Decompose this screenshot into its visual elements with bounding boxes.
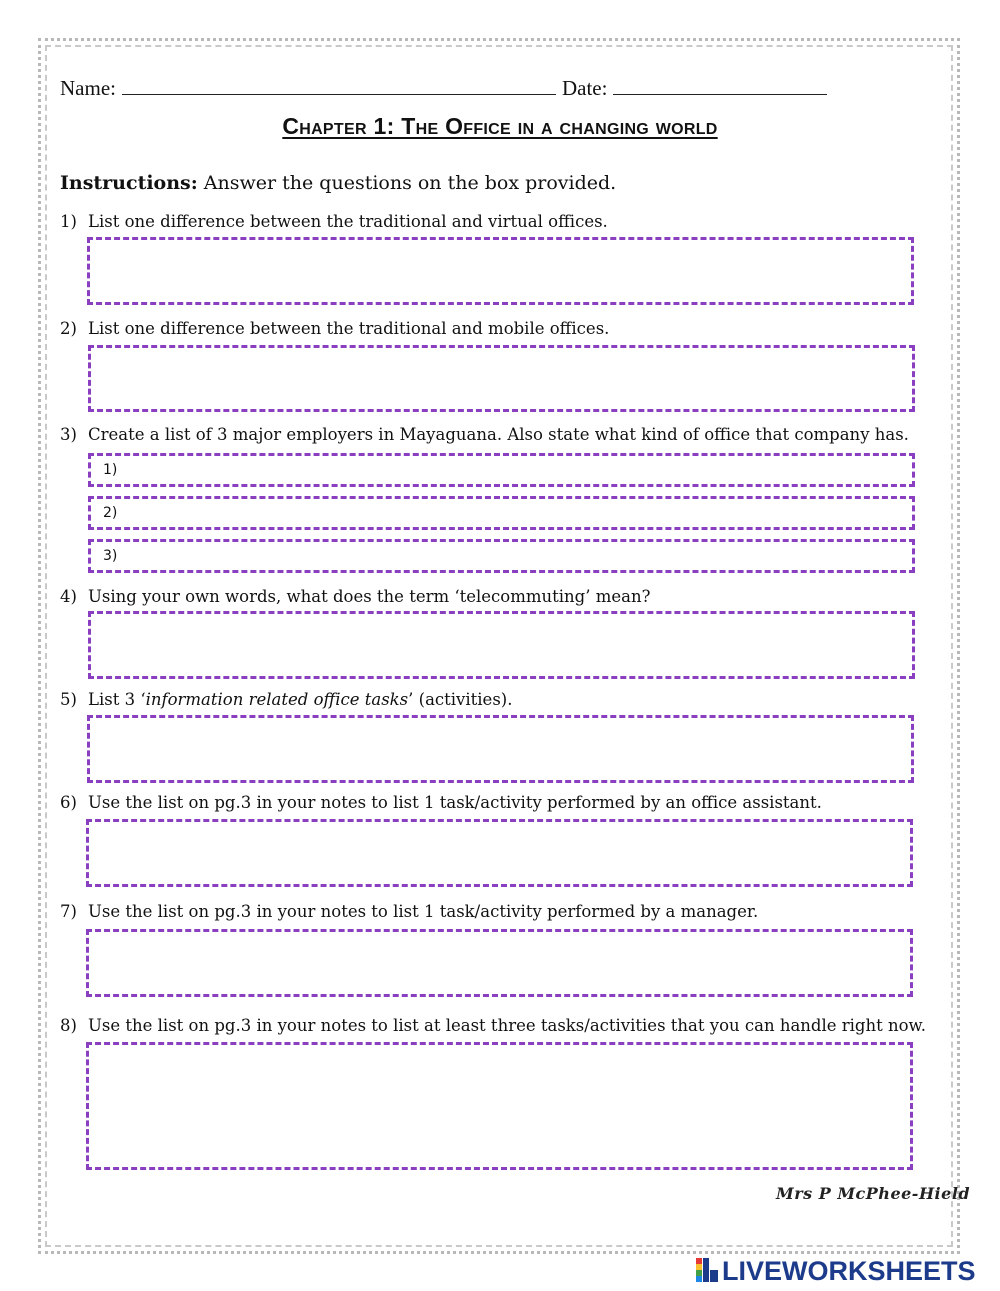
question-number: 2): [60, 319, 77, 338]
question-8: [60, 1016, 926, 1035]
name-date-line: [60, 74, 833, 101]
question-text: List one difference between the traditional and mobile offices.: [88, 319, 610, 338]
answer-box-2[interactable]: [88, 345, 915, 412]
page-title: Chapter 1: The Office in a changing world: [282, 113, 718, 139]
question-4: [60, 587, 650, 606]
name-label: Name:: [60, 76, 116, 100]
instructions: [60, 172, 616, 194]
question-text-italic: information related office tasks: [145, 690, 409, 709]
sub-answer-number: 3): [103, 548, 118, 564]
liveworksheets-logo[interactable]: [696, 1256, 996, 1286]
liveworksheets-wordmark: LIVEWORKSHEETS: [722, 1256, 976, 1286]
question-text-prefix: List 3 ‘: [88, 690, 146, 709]
question-number: 4): [60, 587, 77, 606]
question-number: 8): [60, 1016, 77, 1035]
teacher-signature: Mrs P McPhee-Hield: [776, 1184, 971, 1203]
date-blank[interactable]: [613, 74, 827, 95]
question-text: Create a list of 3 major employers in Mayaguana. Also state what kind of office that company has.: [88, 425, 909, 444]
question-text: List one difference between the traditional and virtual offices.: [88, 212, 608, 231]
question-text: Use the list on pg.3 in your notes to list at least three tasks/activities that you can handle right now.: [88, 1016, 926, 1035]
answer-box-5[interactable]: [87, 715, 914, 783]
question-number: 7): [60, 902, 77, 921]
answer-box-3-3[interactable]: [88, 539, 915, 573]
question-text: Use the list on pg.3 in your notes to list 1 task/activity performed by a manager.: [88, 902, 759, 921]
answer-box-4[interactable]: [88, 611, 915, 679]
question-number: 1): [60, 212, 77, 231]
answer-box-8[interactable]: [86, 1042, 913, 1170]
question-text-suffix: ’ (activities).: [408, 690, 513, 709]
sub-answer-number: 2): [103, 505, 118, 521]
name-blank[interactable]: [122, 74, 556, 95]
question-text: Use the list on pg.3 in your notes to list 1 task/activity performed by an office assistant.: [88, 793, 822, 812]
question-text: Using your own words, what does the term ‘telecommuting’ mean?: [88, 587, 651, 606]
question-3: [60, 425, 909, 444]
question-7: [60, 902, 758, 921]
question-number: 6): [60, 793, 77, 812]
sub-answer-number: 1): [103, 462, 118, 478]
date-label: Date:: [561, 76, 608, 100]
answer-box-3-1[interactable]: [88, 453, 915, 487]
question-5: [60, 690, 512, 709]
question-1: [60, 212, 608, 231]
answer-box-6[interactable]: [86, 819, 913, 887]
instructions-label: Instructions:: [60, 172, 198, 194]
answer-box-3-2[interactable]: [88, 496, 915, 530]
question-2: [60, 319, 609, 338]
instructions-text: Answer the questions on the box provided.: [197, 172, 617, 194]
liveworksheets-mark-icon: [696, 1258, 718, 1282]
question-6: [60, 793, 822, 812]
question-number: 5): [60, 690, 77, 709]
question-number: 3): [60, 425, 77, 444]
answer-box-1[interactable]: [87, 237, 914, 305]
answer-box-7[interactable]: [86, 929, 913, 997]
